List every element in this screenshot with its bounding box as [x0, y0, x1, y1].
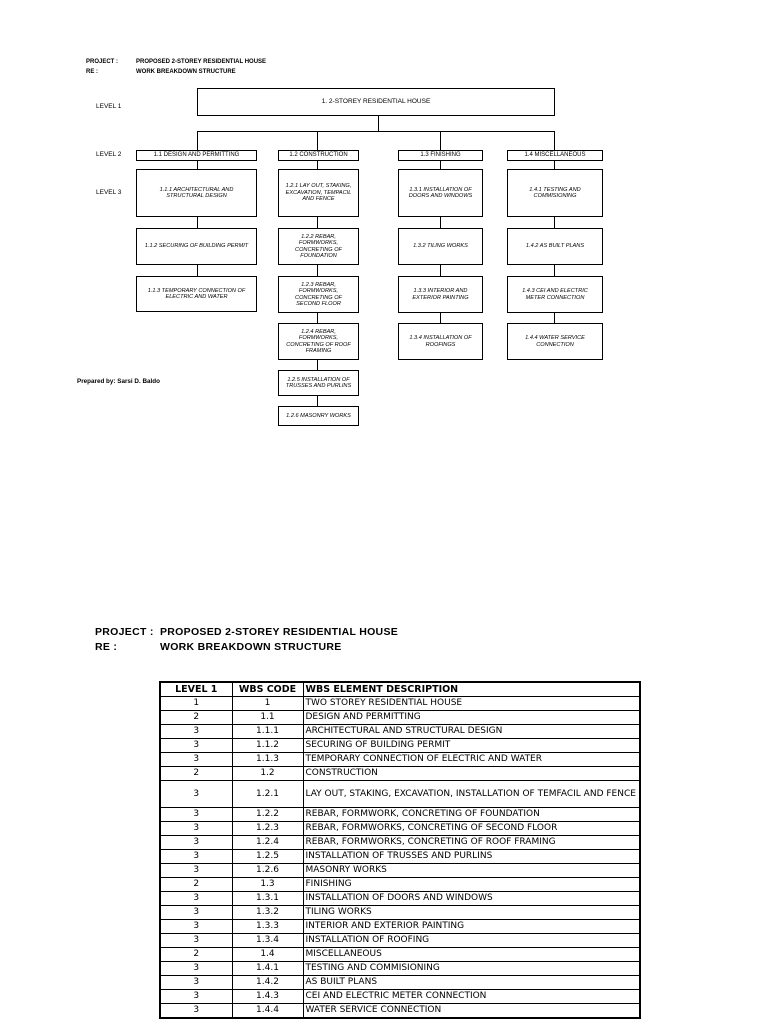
cell-level: 2	[160, 878, 232, 892]
level-2-label: LEVEL 2	[96, 151, 122, 158]
cell-level: 3	[160, 781, 232, 808]
table-row	[160, 892, 640, 906]
wbs-item-1-3-4: 1.3.4 INSTALLATION OF ROOFINGS	[398, 323, 483, 360]
table-row	[160, 822, 640, 836]
wbs-item-1-2-3: 1.2.3 REBAR, FORMWORKS, CONCRETING OF SECOND FLOOR	[278, 276, 359, 313]
project-value-bottom: PROPOSED 2-STOREY RESIDENTIAL HOUSE	[160, 626, 399, 638]
wbs-item-1-4-2: 1.4.2 AS BUILT PLANS	[507, 228, 603, 265]
cell-level: 3	[160, 962, 232, 976]
wbs-item-1-2-1: 1.2.1 LAY OUT, STAKING, EXCAVATION, TEMPACIL AND FENCE	[278, 169, 359, 217]
table-row	[160, 711, 640, 725]
cell-description: INSTALLATION OF ROOFING	[303, 934, 640, 948]
re-label-bottom: RE :	[95, 641, 118, 653]
wbs-root-box: 1. 2-STOREY RESIDENTIAL HOUSE	[197, 88, 555, 116]
cell-code: 1.4.1	[232, 962, 303, 976]
table-row	[160, 934, 640, 948]
connector-line	[378, 115, 379, 132]
cell-level: 1	[160, 697, 232, 711]
cell-description: SECURING OF BUILDING PERMIT	[303, 739, 640, 753]
level-1-label: LEVEL 1	[96, 103, 122, 110]
cell-code: 1.3.4	[232, 934, 303, 948]
wbs-item-1-4-3: 1.4.3 CEI AND ELECTRIC METER CONNECTION	[507, 276, 603, 313]
wbs-item-1-2-5: 1.2.5 INSTALLATION OF TRUSSES AND PURLINS	[278, 370, 359, 396]
cell-level: 3	[160, 906, 232, 920]
cell-level: 2	[160, 767, 232, 781]
table-row	[160, 976, 640, 990]
wbs-item-1-1-3: 1.1.3 TEMPORARY CONNECTION OF ELECTRIC AND WATER	[136, 276, 257, 312]
wbs-item-1-2-4: 1.2.4 REBAR, FORMWORKS, CONCRETING OF ROOF FRAMING	[278, 323, 359, 360]
cell-description: TESTING AND COMMISIONING	[303, 962, 640, 976]
cell-level: 3	[160, 1004, 232, 1019]
cell-description: MASONRY WORKS	[303, 864, 640, 878]
cell-code: 1.1.1	[232, 725, 303, 739]
cell-level: 3	[160, 990, 232, 1004]
cell-level: 2	[160, 948, 232, 962]
cell-description: WATER SERVICE CONNECTION	[303, 1004, 640, 1019]
cell-code: 1.3	[232, 878, 303, 892]
cell-description: INTERIOR AND EXTERIOR PAINTING	[303, 920, 640, 934]
table-row	[160, 990, 640, 1004]
table-row	[160, 864, 640, 878]
cell-description: REBAR, FORMWORKS, CONCRETING OF SECOND FLOOR	[303, 822, 640, 836]
cell-code: 1.4.3	[232, 990, 303, 1004]
cell-description: ARCHITECTURAL AND STRUCTURAL DESIGN	[303, 725, 640, 739]
cell-level: 3	[160, 920, 232, 934]
col-header-wbs-code: WBS CODE	[232, 682, 303, 697]
cell-level: 3	[160, 753, 232, 767]
cell-code: 1.4.4	[232, 1004, 303, 1019]
cell-code: 1.2.6	[232, 864, 303, 878]
project-label-bottom: PROJECT :	[95, 626, 154, 638]
cell-code: 1	[232, 697, 303, 711]
connector-line	[440, 131, 441, 150]
cell-description: LAY OUT, STAKING, EXCAVATION, INSTALLATION OF TEMFACIL AND FENCE	[303, 781, 640, 808]
table-row	[160, 906, 640, 920]
cell-description: INSTALLATION OF TRUSSES AND PURLINS	[303, 850, 640, 864]
wbs-branch-1-4: 1.4 MISCELLANEOUS	[507, 150, 603, 161]
cell-level: 3	[160, 739, 232, 753]
cell-level: 3	[160, 808, 232, 822]
cell-description: AS BUILT PLANS	[303, 976, 640, 990]
wbs-branch-1-3: 1.3 FINISHING	[398, 150, 483, 161]
cell-description: TEMPORARY CONNECTION OF ELECTRIC AND WATER	[303, 753, 640, 767]
cell-code: 1.1.3	[232, 753, 303, 767]
project-label-top: PROJECT :	[86, 59, 119, 65]
cell-code: 1.2.4	[232, 836, 303, 850]
wbs-item-1-1-1: 1.1.1 ARCHITECTURAL AND STRUCTURAL DESIGN	[136, 169, 257, 217]
table-row	[160, 781, 640, 808]
level-3-label: LEVEL 3	[96, 189, 122, 196]
cell-description: MISCELLANEOUS	[303, 948, 640, 962]
cell-description: INSTALLATION OF DOORS AND WINDOWS	[303, 892, 640, 906]
table-row	[160, 697, 640, 711]
wbs-item-1-4-4: 1.4.4 WATER SERVICE CONNECTION	[507, 323, 603, 360]
cell-level: 3	[160, 934, 232, 948]
project-value-top: PROPOSED 2-STOREY RESIDENTIAL HOUSE	[136, 59, 267, 65]
cell-code: 1.3.2	[232, 906, 303, 920]
cell-level: 3	[160, 892, 232, 906]
cell-code: 1.2.5	[232, 850, 303, 864]
table-row	[160, 1004, 640, 1019]
cell-description: REBAR, FORMWORK, CONCRETING OF FOUNDATION	[303, 808, 640, 822]
table-row	[160, 850, 640, 864]
connector-line	[554, 131, 555, 150]
cell-level: 3	[160, 725, 232, 739]
table-row	[160, 878, 640, 892]
re-value-top: WORK BREAKDOWN STRUCTURE	[136, 69, 236, 75]
prepared-by: Prepared by: Sarsi D. Baldo	[77, 378, 160, 385]
cell-description: CONSTRUCTION	[303, 767, 640, 781]
cell-level: 3	[160, 864, 232, 878]
cell-code: 1.3.1	[232, 892, 303, 906]
col-header-description: WBS ELEMENT DESCRIPTION	[303, 682, 640, 697]
cell-description: FINISHING	[303, 878, 640, 892]
table-row	[160, 753, 640, 767]
table-row	[160, 962, 640, 976]
wbs-item-1-2-6: 1.2.6 MASONRY WORKS	[278, 406, 359, 426]
cell-code: 1.4	[232, 948, 303, 962]
connector-line	[197, 131, 554, 132]
cell-level: 3	[160, 822, 232, 836]
re-value-bottom: WORK BREAKDOWN STRUCTURE	[160, 641, 342, 653]
cell-description: TWO STOREY RESIDENTIAL HOUSE	[303, 697, 640, 711]
cell-code: 1.2	[232, 767, 303, 781]
wbs-item-1-3-1: 1.3.1 INSTALLATION OF DOORS AND WINDOWS	[398, 169, 483, 217]
cell-code: 1.3.3	[232, 920, 303, 934]
cell-level: 3	[160, 850, 232, 864]
connector-line	[317, 131, 318, 150]
table-row	[160, 948, 640, 962]
cell-code: 1.2.3	[232, 822, 303, 836]
cell-description: DESIGN AND PERMITTING	[303, 711, 640, 725]
wbs-item-1-2-2: 1.2.2 REBAR, FORMWORKS, CONCRETING OF FOUNDATION	[278, 228, 359, 265]
cell-code: 1.1	[232, 711, 303, 725]
table-row	[160, 767, 640, 781]
cell-code: 1.2.1	[232, 781, 303, 808]
table-row	[160, 808, 640, 822]
table-row	[160, 739, 640, 753]
table-row	[160, 920, 640, 934]
cell-level: 2	[160, 711, 232, 725]
cell-description: CEI AND ELECTRIC METER CONNECTION	[303, 990, 640, 1004]
cell-description: REBAR, FORMWORKS, CONCRETING OF ROOF FRAMING	[303, 836, 640, 850]
wbs-item-1-3-3: 1.3.3 INTERIOR AND EXTERIOR PAINTING	[398, 276, 483, 313]
wbs-item-1-1-2: 1.1.2 SECURING OF BUILDING PERMIT	[136, 228, 257, 265]
cell-level: 3	[160, 836, 232, 850]
cell-code: 1.4.2	[232, 976, 303, 990]
wbs-item-1-3-2: 1.3.2 TILING WORKS	[398, 228, 483, 265]
wbs-branch-1-2: 1.2 CONSTRUCTION	[278, 150, 359, 161]
wbs-branch-1-1: 1.1 DESIGN AND PERMITTING	[136, 150, 257, 161]
cell-description: TILING WORKS	[303, 906, 640, 920]
table-row	[160, 836, 640, 850]
cell-level: 3	[160, 976, 232, 990]
re-label-top: RE :	[86, 69, 98, 75]
cell-code: 1.1.2	[232, 739, 303, 753]
connector-line	[197, 131, 198, 150]
wbs-item-1-4-1: 1.4.1 TESTING AND COMMISIONING	[507, 169, 603, 217]
wbs-table	[159, 681, 641, 1019]
table-row	[160, 725, 640, 739]
cell-code: 1.2.2	[232, 808, 303, 822]
table-header-row	[160, 682, 640, 697]
col-header-level: LEVEL 1	[160, 682, 232, 697]
